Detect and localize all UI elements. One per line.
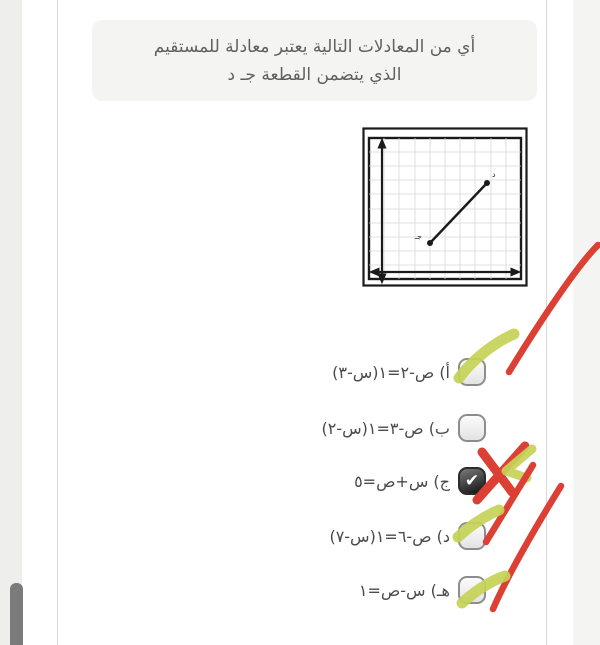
option-row-b: [322, 413, 487, 443]
scrollbar-thumb[interactable]: [10, 583, 23, 645]
page-background-shade: [573, 0, 600, 645]
option-b-label: ب) ص-٣=١(س-٢): [321, 418, 450, 438]
option-a-label: أ) ص-٢=١(س-٣): [332, 362, 450, 382]
scrollbar-track[interactable]: [0, 0, 22, 645]
coordinate-graph: [362, 127, 528, 287]
checkbox-option-j[interactable]: [458, 467, 486, 495]
question-text-box: [92, 20, 537, 101]
option-row-j: [354, 466, 486, 496]
checkbox-option-b[interactable]: [458, 414, 486, 442]
option-row-a: [332, 357, 486, 387]
option-row-d: [329, 521, 486, 551]
question-line-2: الذي يتضمن القطعة جـ د: [227, 65, 402, 85]
checkbox-option-d[interactable]: [458, 522, 486, 550]
option-row-h: [359, 575, 486, 605]
checkbox-option-h[interactable]: [458, 576, 486, 604]
point-d-label: د: [492, 170, 496, 179]
option-j-label: ج) س+ص=٥: [354, 471, 450, 491]
point-j-label: جـ: [414, 232, 422, 241]
checkbox-option-a[interactable]: [458, 358, 486, 386]
point-d: [484, 180, 490, 186]
question-line-1: أي من المعادلات التالية يعتبر معادلة للمستقيم: [153, 37, 476, 57]
point-j: [427, 240, 433, 246]
check-icon: ✔: [464, 470, 480, 491]
option-h-label: هـ) س-ص=١: [358, 580, 450, 600]
option-d-label: د) ص-٦=١(س-٧): [329, 526, 450, 546]
